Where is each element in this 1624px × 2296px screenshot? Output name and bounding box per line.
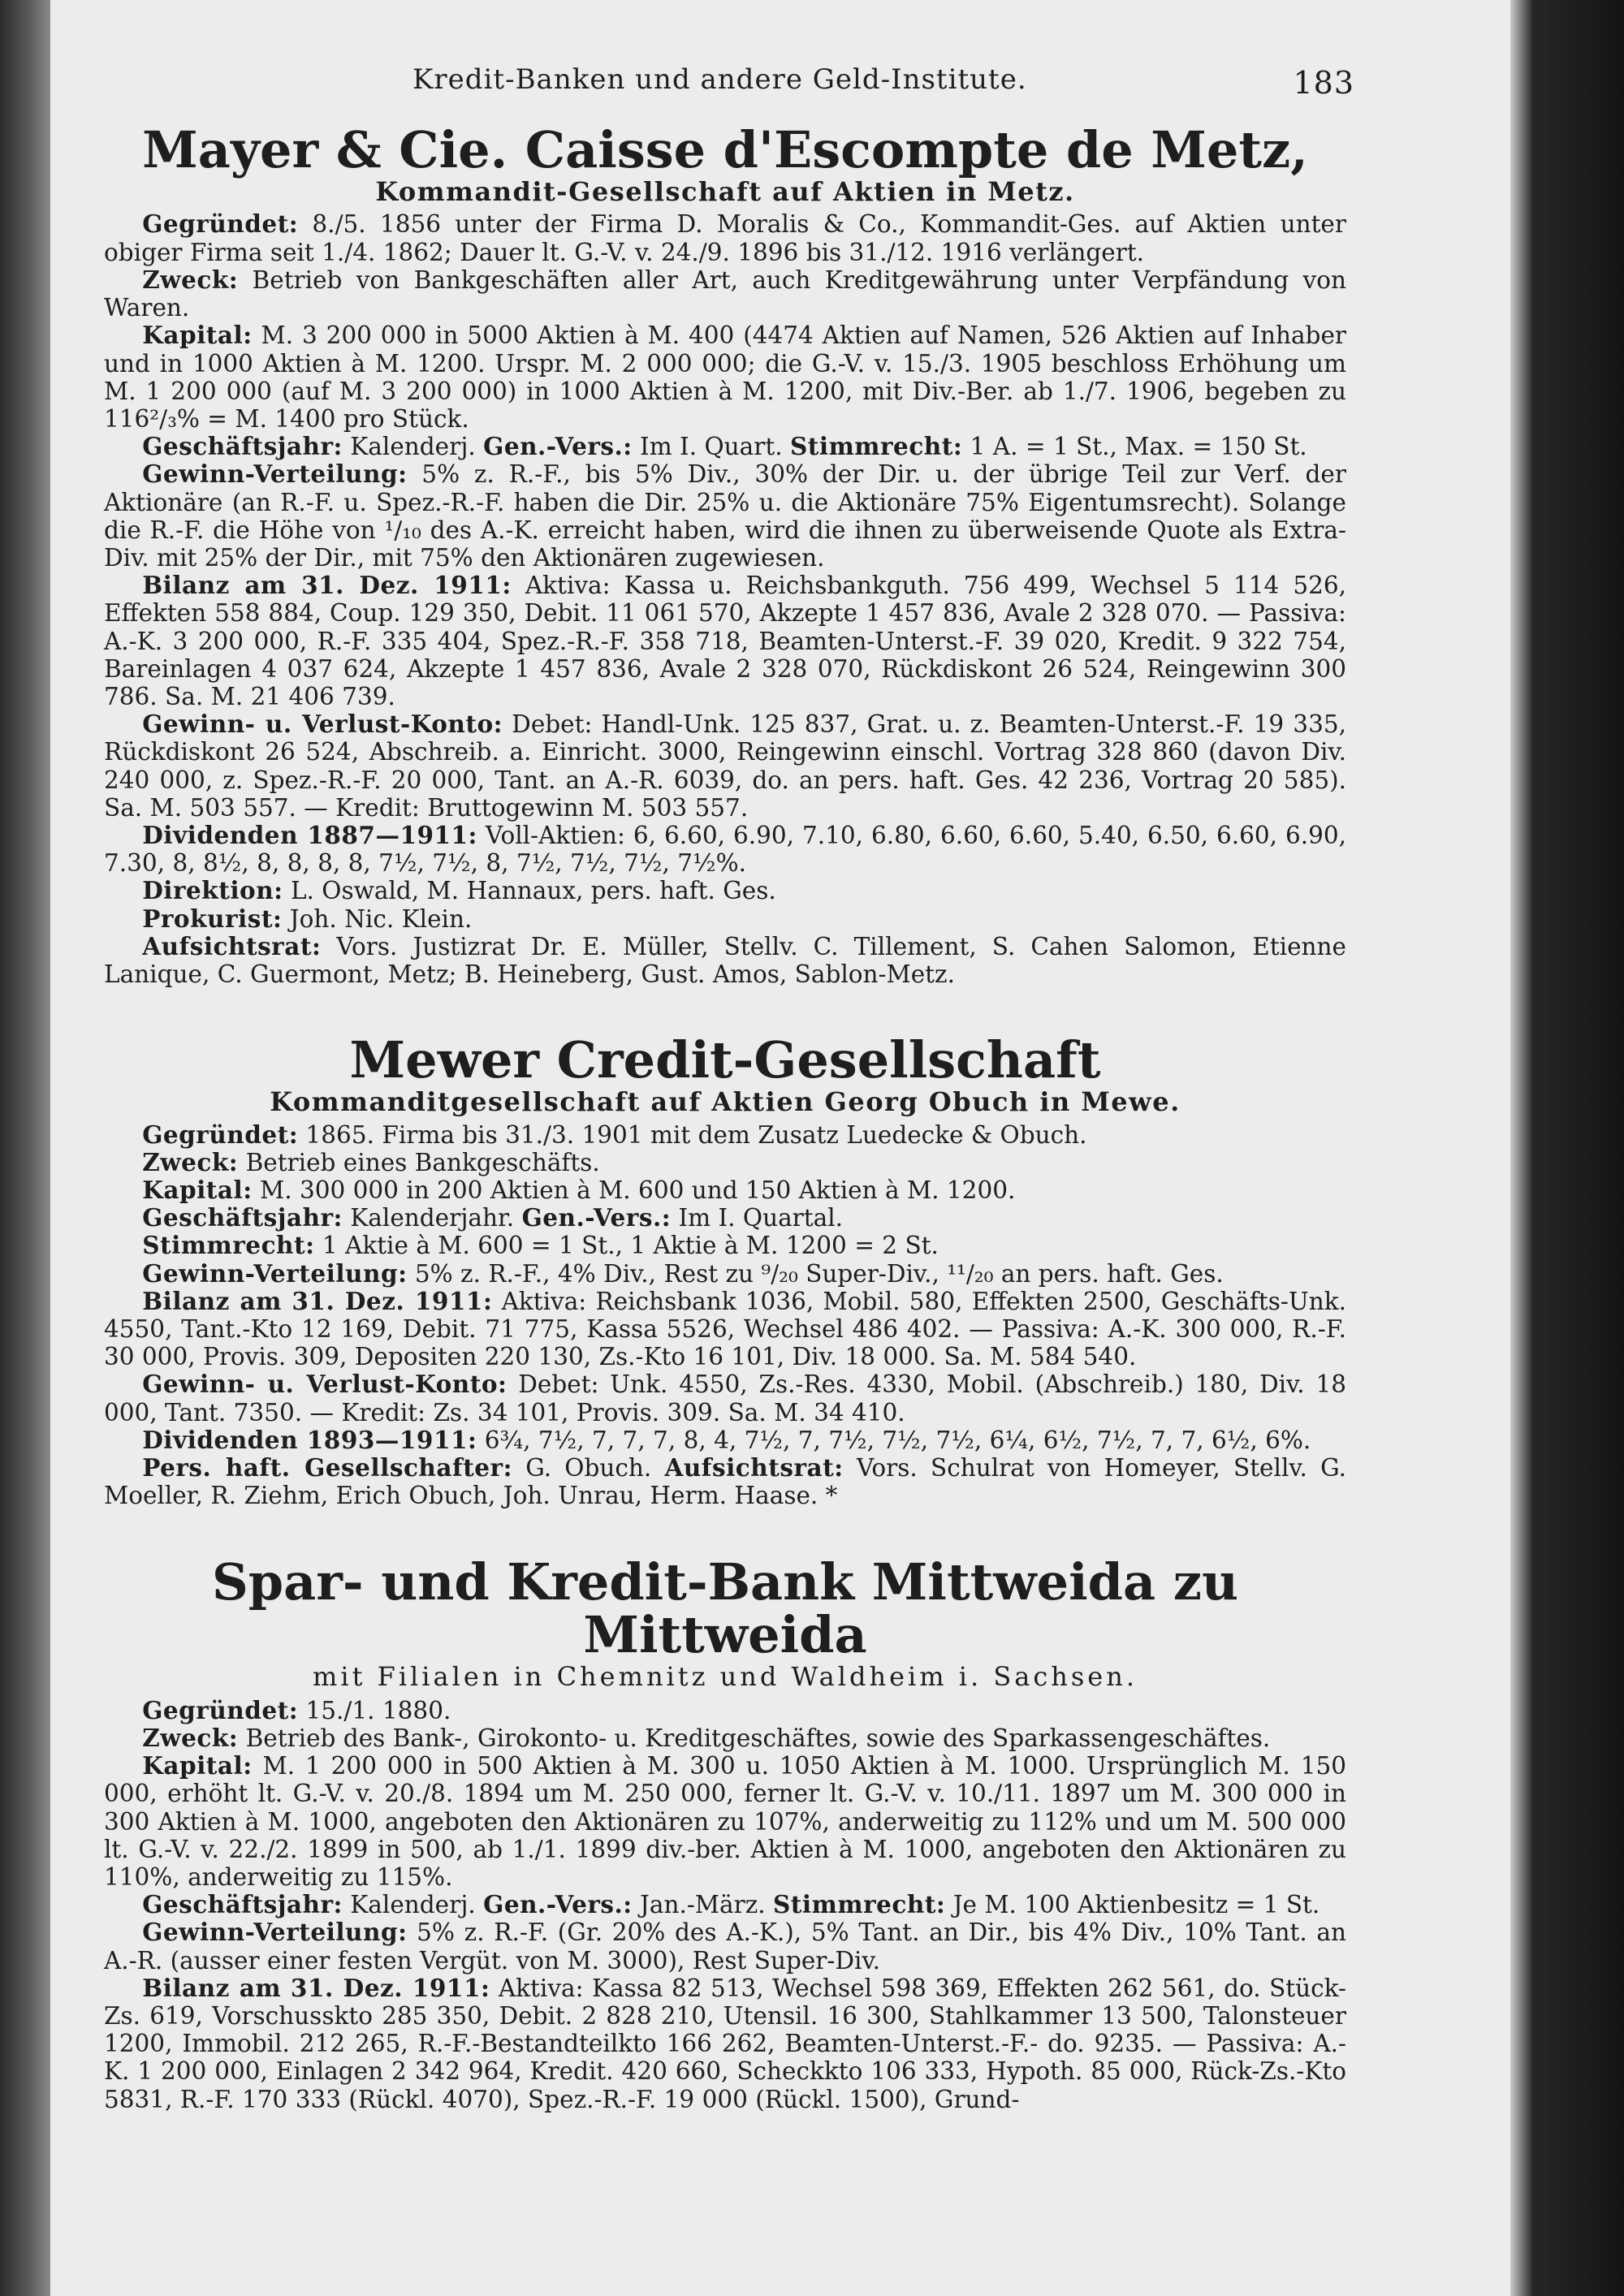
field-label: Gewinn-Verteilung: xyxy=(142,1258,408,1288)
field-label: Dividenden 1887—1911: xyxy=(142,820,477,849)
field-label: Stimmrecht: xyxy=(789,432,963,461)
field-text: Betrieb von Bankgeschäften aller Art, auch Kreditgewährung unter Verpfändung von Waren. xyxy=(104,265,1346,322)
field-label: Gen.-Vers.: xyxy=(483,1890,633,1919)
field-label: Geschäftsjahr: xyxy=(142,1203,343,1232)
entry-title: Mayer & Cie. Caisse d'Escompte de Metz, xyxy=(142,120,1308,179)
para-bilanz xyxy=(104,1288,1346,1371)
entry-title: Spar- und Kredit-Bank Mittweida zu Mittweida xyxy=(211,1552,1239,1664)
field-text: 1865. Firma bis 31./3. 1901 mit dem Zusatz Luedecke & Obuch. xyxy=(298,1120,1087,1149)
field-text: Jan.-März. xyxy=(632,1891,773,1919)
para-dividenden xyxy=(104,822,1346,877)
entry-mayer-cie xyxy=(104,120,1346,988)
field-label: Geschäftsjahr: xyxy=(142,432,343,461)
para-bilanz xyxy=(104,1974,1346,2113)
field-text: 15./1. 1880. xyxy=(298,1696,451,1724)
para-gewinn-verteilung xyxy=(104,460,1346,572)
field-label: Geschäftsjahr: xyxy=(142,1890,343,1919)
field-text: Im I. Quartal. xyxy=(671,1204,844,1232)
field-label: Kapital: xyxy=(142,321,253,350)
para-gegruendet xyxy=(104,1697,1346,1724)
page-content xyxy=(104,57,1354,2159)
field-label: Gegründet: xyxy=(142,209,299,239)
entry-spar-kredit-bank-mittweida xyxy=(104,1552,1346,2113)
page-number: 183 xyxy=(1293,65,1354,101)
para-prokurist xyxy=(104,905,1346,933)
para-zweck xyxy=(104,266,1346,322)
field-label: Gewinn- u. Verlust-Konto: xyxy=(142,710,503,739)
field-label: Gewinn-Verteilung: xyxy=(142,460,408,489)
para-geschaeftsjahr xyxy=(104,1204,1346,1232)
field-text: 1 A. = 1 St., Max. = 150 St. xyxy=(962,433,1307,461)
field-label: Gewinn- u. Verlust-Konto: xyxy=(142,1370,508,1399)
para-zweck xyxy=(104,1149,1346,1176)
field-text: 5% z. R.-F., 4% Div., Rest zu ⁹/₂₀ Super-Div., ¹¹/₂₀ an pers. haft. Ges. xyxy=(407,1259,1224,1288)
field-text: Debet: Handl-Unk. 125 837, Grat. u. z. Beamten-Unterst.-F. 19 335, Rückdiskont 26 524, Abschreib. a. Einricht. 3000, Reingewinn einschl. Vortrag 328 860 (davon Div. 240 000, z. Spez.-R.-F. 20 000, Tant. an A.-R. 6039, do. an pers. haft. Ges. 42 236, Vortrag 20 585). Sa. M. 503 557. — Kredit: Bruttogewinn M. 503 557. xyxy=(104,710,1346,822)
field-text: 5% z. R.-F. (Gr. 20% des A.-K.), 5% Tant. an Dir., bis 4% Div., 10% Tant. an A.-R. (ausser einer festen Vergüt. von M. 3000), Rest Super-Div. xyxy=(104,1918,1346,1974)
para-gegruendet xyxy=(104,210,1346,265)
field-label: Gegründet: xyxy=(142,1695,299,1724)
field-text: Aktiva: Kassa 82 513, Wechsel 598 369, Effekten 262 561, do. Stück-Zs. 619, Vorschusskto 285 350, Debit. 2 828 210, Utensil. 16 300, Stahlkammer 13 500, Talonsteuer 1200, Immobil. 212 265, R.-F.-Bestandteilkto 166 262, Beamten-Unterst.-F.- do. 9235. — Passiva: A.-K. 1 200 000, Einlagen 2 342 964, Kredit. 420 660, Scheckkto 106 333, Hypoth. 85 000, Rück-Zs.-Kto 5831, R.-F. 170 333 (Rückl. 4070), Spez.-R.-F. 19 000 (Rückl. 1500), Grund- xyxy=(104,1974,1346,2113)
field-text: M. 1 200 000 in 500 Aktien à M. 300 u. 1050 Aktien à M. 1000. Ursprünglich M. 150 000, erhöht lt. G.-V. v. 20./8. 1894 um M. 250 000, ferner lt. G.-V. v. 10./11. 1897 um M. 300 000 in 300 Aktien à M. 1000, angeboten den Aktionären zu 107%, anderweitig zu 112% und um M. 500 000 lt. G.-V. v. 22./2. 1899 in 500, ab 1./1. 1899 div.-ber. Aktien à M. 1000, angeboten den Aktionären zu 110%, anderweitig zu 115%. xyxy=(104,1752,1346,1891)
field-label: Bilanz am 31. Dez. 1911: xyxy=(142,571,512,600)
field-text: G. Obuch. xyxy=(512,1454,665,1482)
running-title: Kredit-Banken und andere Geld-Institute. xyxy=(412,63,1027,96)
para-gewinn-verteilung xyxy=(104,1260,1346,1288)
field-text: Joh. Nic. Klein. xyxy=(282,904,473,933)
field-label: Gewinn-Verteilung: xyxy=(142,1918,408,1947)
field-text: Betrieb des Bank-, Girokonto- u. Kreditgeschäftes, sowie des Sparkassengeschäftes. xyxy=(238,1724,1271,1752)
field-text: Kalenderj. xyxy=(342,433,484,461)
field-text: Aktiva: Kassa u. Reichsbankguth. 756 499, Wechsel 5 114 526, Effekten 558 884, Coup. 129 350, Debit. 11 061 570, Akzepte 1 457 836, Avale 2 328 070. — Passiva: A.-K. 3 200 000, R.-F. 335 404, Spez.-R.-F. 358 718, Beamten-Unterst.-F. 39 020, Kredit. 9 322 754, Bareinlagen 4 037 624, Akzepte 1 457 836, Avale 2 328 070, Rückdiskont 26 524, Reingewinn 300 786. Sa. M. 21 406 739. xyxy=(104,572,1346,710)
field-text: 5% z. R.-F., bis 5% Div., 30% der Dir. u. der übrige Teil zur Verf. der Aktionäre (an R.-F. u. Spez.-R.-F. haben die Dir. 25% u. die Aktionäre 75% Eigentumsrecht). Solange die R.-F. die Höhe von ¹/₁₀ des A.-K. erreicht haben, wird die ihnen zu überweisende Quote als Extra-Div. mit 25% der Dir., mit 75% den Aktionären zugewiesen. xyxy=(104,460,1346,572)
field-label: Prokurist: xyxy=(142,904,283,933)
field-text: 6¾, 7½, 7, 7, 7, 8, 4, 7½, 7, 7½, 7½, 7½, 6¼, 6½, 7½, 7, 7, 6½, 6%. xyxy=(477,1426,1311,1454)
para-kapital xyxy=(104,1752,1346,1891)
entry-subtitle: mit Filialen in Chemnitz und Waldheim i. Sachsen. xyxy=(313,1660,1138,1692)
field-label: Zweck: xyxy=(142,1723,239,1752)
field-label: Gen.-Vers.: xyxy=(483,432,633,461)
field-text: Voll-Aktien: 6, 6.60, 6.90, 7.10, 6.80, 6.60, 6.60, 5.40, 6.50, 6.60, 6.90, 7.30, 8, 8½, 8, 8, 8, 8, 7½, 7½, 8, 7½, 7½, 7½, 7½%. xyxy=(104,821,1346,878)
field-label: Gegründet: xyxy=(142,1120,299,1149)
para-gewinn-verlust xyxy=(104,710,1346,822)
book-gutter-left xyxy=(0,0,50,2296)
field-text: M. 3 200 000 in 5000 Aktien à M. 400 (4474 Aktien auf Namen, 526 Aktien auf Inhaber und in 1000 Aktien à M. 1200. Urspr. M. 2 000 000; die G.-V. v. 15./3. 1905 beschloss Erhöhung um M. 1 200 000 (auf M. 3 200 000) in 1000 Aktien à M. 1200, mit Div.-Ber. ab 1./7. 1906, begeben zu 116²/₃% = M. 1400 pro Stück. xyxy=(104,322,1346,433)
field-text: Vors. Justizrat Dr. E. Müller, Stellv. C. Tillement, S. Cahen Salomon, Etienne Lanique, C. Guermont, Metz; B. Heineberg, Gust. Amos, Sablon-Metz. xyxy=(104,932,1346,988)
para-gegruendet xyxy=(104,1121,1346,1149)
field-text: M. 300 000 in 200 Aktien à M. 600 und 150 Aktien à M. 1200. xyxy=(252,1176,1016,1205)
field-label: Kapital: xyxy=(142,1176,253,1205)
entry-subtitle: Kommandit-Gesellschaft auf Aktien in Metz. xyxy=(375,176,1075,208)
field-label: Aufsichtsrat: xyxy=(142,931,322,960)
field-label: Dividenden 1893—1911: xyxy=(142,1425,477,1454)
field-text: L. Oswald, M. Hannaux, pers. haft. Ges. xyxy=(283,877,776,905)
entry-mewer-credit xyxy=(104,1030,1347,1510)
para-zweck xyxy=(104,1724,1346,1752)
para-dividenden xyxy=(104,1426,1346,1454)
para-gesellschafter xyxy=(104,1454,1346,1509)
book-edge-right xyxy=(1510,0,1624,2296)
para-gewinn-verteilung xyxy=(104,1918,1346,1974)
field-label: Aufsichtsrat: xyxy=(664,1453,844,1482)
field-text: 8./5. 1856 unter der Firma D. Moralis & Co., Kommandit-Ges. auf Aktien unter obiger Firma seit 1./4. 1862; Dauer lt. G.-V. v. 24./9. 1896 bis 31./12. 1916 verlängert. xyxy=(104,210,1346,266)
field-label: Direktion: xyxy=(142,876,283,905)
para-geschaeftsjahr xyxy=(104,433,1346,460)
entry-title: Mewer Credit-Gesellschaft xyxy=(349,1030,1101,1090)
field-text: Vors. Schulrat von Homeyer, Stellv. G. Moeller, R. Ziehm, Erich Obuch, Joh. Unrau, Herm. Haase. * xyxy=(104,1454,1347,1510)
field-label: Zweck: xyxy=(142,265,239,294)
running-head xyxy=(104,57,1354,106)
field-text: Kalenderjahr. xyxy=(342,1204,522,1232)
para-kapital xyxy=(104,1176,1346,1204)
para-stimmrecht xyxy=(104,1232,1346,1259)
para-geschaeftsjahr xyxy=(104,1891,1346,1918)
field-label: Pers. haft. Gesellschafter: xyxy=(142,1453,512,1482)
field-text: Aktiva: Reichsbank 1036, Mobil. 580, Effekten 2500, Geschäfts-Unk. 4550, Tant.-Kto 12 169, Debit. 71 775, Kassa 5526, Wechsel 486 402. — Passiva: A.-K. 300 000, R.-F. 30 000, Provis. 309, Depositen 220 130, Zs.-Kto 16 101, Div. 18 000. Sa. M. 584 540. xyxy=(104,1287,1346,1371)
field-label: Bilanz am 31. Dez. 1911: xyxy=(142,1973,490,2002)
field-label: Kapital: xyxy=(142,1751,253,1780)
entry-subtitle: Kommanditgesellschaft auf Aktien Georg Obuch in Mewe. xyxy=(270,1086,1181,1118)
field-label: Zweck: xyxy=(142,1147,239,1176)
field-label: Bilanz am 31. Dez. 1911: xyxy=(142,1286,493,1315)
field-text: Im I. Quart. xyxy=(632,433,790,461)
field-text: 1 Aktie à M. 600 = 1 St., 1 Aktie à M. 1200 = 2 St. xyxy=(314,1232,939,1260)
para-bilanz xyxy=(104,572,1346,710)
field-label: Gen.-Vers.: xyxy=(521,1203,672,1232)
field-text: Kalenderj. xyxy=(342,1891,484,1919)
para-aufsichtsrat xyxy=(104,933,1346,988)
field-text: Je M. 100 Aktienbesitz = 1 St. xyxy=(945,1891,1320,1919)
field-label: Stimmrecht: xyxy=(142,1231,315,1260)
field-text: Betrieb eines Bankgeschäfts. xyxy=(238,1148,600,1176)
field-label: Stimmrecht: xyxy=(773,1890,946,1919)
para-gewinn-verlust xyxy=(104,1370,1346,1426)
field-text: Debet: Unk. 4550, Zs.-Res. 4330, Mobil. (Abschreib.) 180, Div. 18 000, Tant. 7350. — Kredit: Zs. 34 101, Provis. 309. Sa. M. 34 410. xyxy=(104,1370,1346,1426)
para-kapital xyxy=(104,322,1346,433)
para-direktion xyxy=(104,877,1346,904)
